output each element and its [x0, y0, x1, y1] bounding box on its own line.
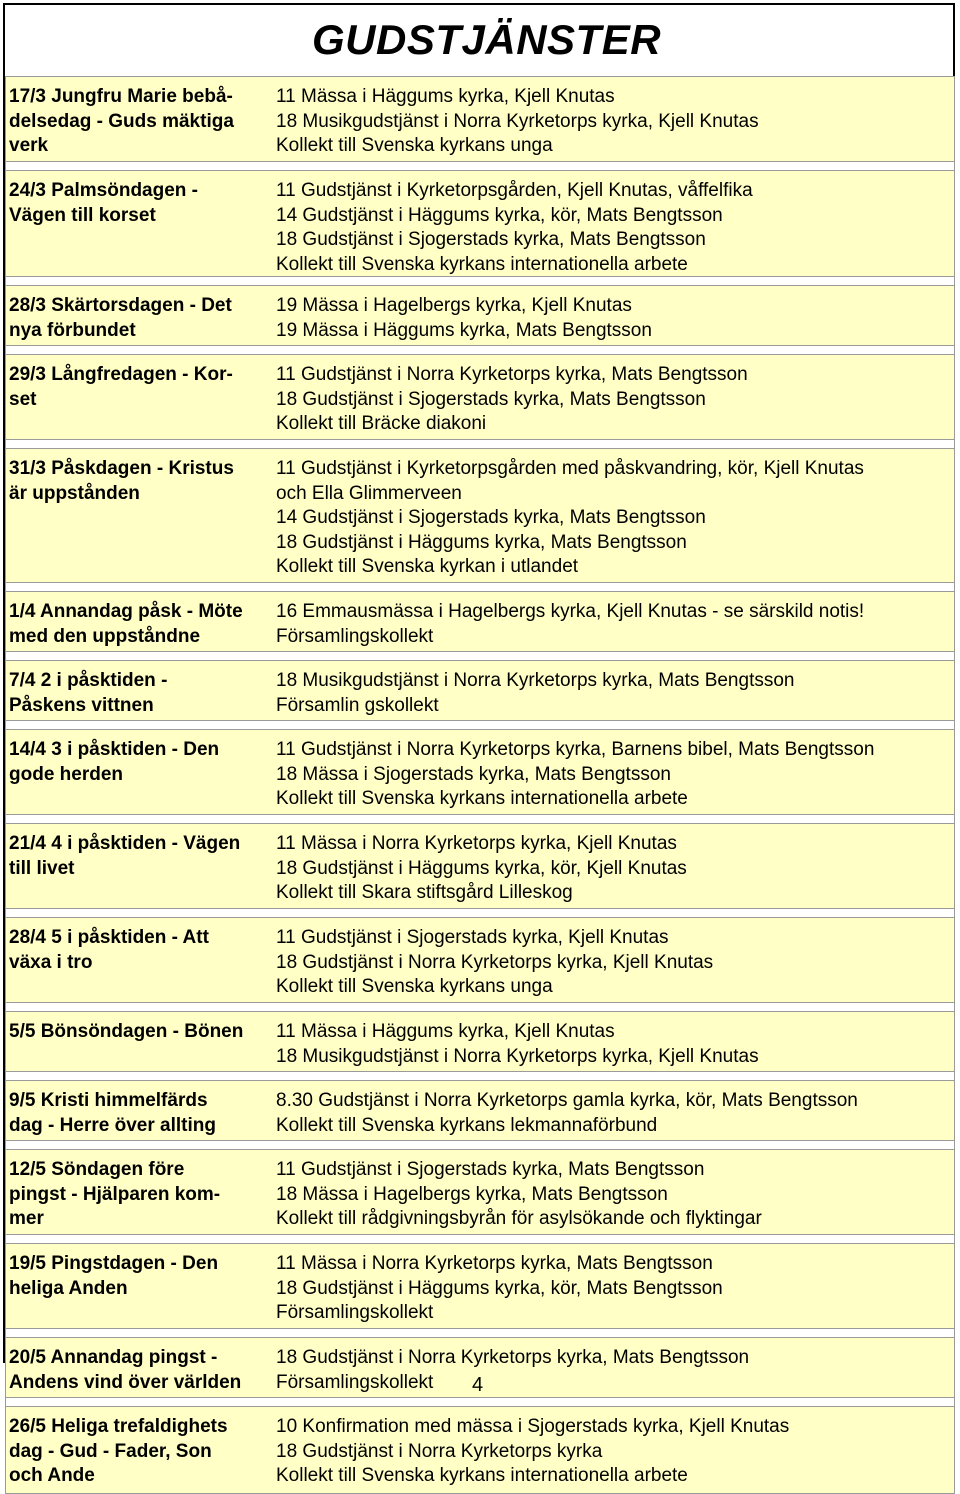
services-cell	[276, 1081, 954, 1140]
service-line: 18 Musikgudstjänst i Norra Kyrketorps kyrka, Kjell Knutas	[276, 110, 759, 132]
services-cell	[276, 1150, 954, 1234]
schedule-row	[5, 1149, 955, 1235]
row-gap	[5, 1329, 955, 1337]
date-line: verk	[9, 135, 49, 156]
service-line: 18 Gudstjänst i Norra Kyrketorps kyrka	[276, 1440, 603, 1462]
page-title: GUDSTJÄNSTER	[312, 16, 662, 63]
service-line: 18 Musikgudstjänst i Norra Kyrketorps kyrka, Kjell Knutas	[276, 1045, 759, 1067]
date-line: växa i tro	[9, 951, 93, 973]
date-line: Andens vind över världen	[9, 1371, 242, 1393]
schedule-row	[5, 76, 955, 162]
service-line: 11 Gudstjänst i Sjogerstads kyrka, Kjell Knutas	[276, 927, 669, 948]
date-occasion-cell	[6, 918, 276, 1002]
date-occasion-cell	[6, 355, 276, 439]
schedule-row	[5, 1406, 955, 1494]
date-occasion-cell	[6, 286, 276, 345]
date-line: 21/4 4 i påsktiden - Vägen	[9, 833, 241, 854]
date-line: Påskens vittnen	[9, 694, 154, 716]
date-occasion-cell	[6, 1150, 276, 1234]
service-line: 14 Gudstjänst i Häggums kyrka, kör, Mats Bengtsson	[276, 204, 723, 226]
schedule-row	[5, 660, 955, 721]
date-line: pingst - Hjälparen kom-	[9, 1183, 221, 1205]
date-occasion-cell	[6, 824, 276, 908]
date-line: 29/3 Långfredagen - Kor-	[9, 364, 233, 385]
schedule-row	[5, 917, 955, 1003]
services-cell	[276, 1407, 954, 1493]
service-line: 18 Gudstjänst i Sjogerstads kyrka, Mats Bengtsson	[276, 388, 706, 410]
service-line: Församlin gskollekt	[276, 694, 439, 716]
service-line: Kollekt till Bräcke diakoni	[276, 413, 487, 434]
service-line: Kollekt till Svenska kyrkan i utlandet	[276, 556, 579, 577]
date-line: 19/5 Pingstdagen - Den	[9, 1253, 219, 1274]
services-cell	[276, 171, 954, 276]
service-line: Kollekt till Svenska kyrkans unga	[276, 135, 553, 156]
date-line: 9/5 Kristi himmelfärds	[9, 1090, 208, 1111]
date-line: 20/5 Annandag pingst -	[9, 1347, 218, 1368]
service-line: 18 Mässa i Hagelbergs kyrka, Mats Bengtsson	[276, 1183, 668, 1205]
date-occasion-cell	[6, 1012, 276, 1071]
schedule-row	[5, 1243, 955, 1329]
row-gap	[5, 277, 955, 285]
service-line: 11 Gudstjänst i Kyrketorpsgården med påskvandring, kör, Kjell Knutas	[276, 458, 864, 479]
services-cell	[276, 355, 954, 439]
service-line: 18 Gudstjänst i Sjogerstads kyrka, Mats Bengtsson	[276, 229, 706, 250]
schedule-row	[5, 823, 955, 909]
date-line: heliga Anden	[9, 1277, 128, 1299]
service-line: Kollekt till Svenska kyrkans lekmannaförbund	[276, 1114, 658, 1136]
service-line: och Ella Glimmerveen	[276, 482, 462, 504]
date-occasion-cell	[6, 661, 276, 720]
date-line: dag - Gud - Fader, Son	[9, 1440, 212, 1462]
date-line: med den uppståndne	[9, 625, 201, 647]
service-line: 14 Gudstjänst i Sjogerstads kyrka, Mats Bengtsson	[276, 507, 706, 528]
service-line: 18 Gudstjänst i Norra Kyrketorps kyrka, Mats Bengtsson	[276, 1347, 750, 1368]
date-line: 24/3 Palmsöndagen -	[9, 180, 199, 201]
row-gap	[5, 583, 955, 591]
date-line: Vägen till korset	[9, 204, 156, 226]
schedule-row	[5, 354, 955, 440]
service-line: 19 Mässa i Häggums kyrka, Mats Bengtsson	[276, 319, 652, 341]
date-occasion-cell	[6, 1338, 276, 1397]
row-gap	[5, 440, 955, 448]
row-gap	[5, 1003, 955, 1011]
page-number: 4	[472, 1374, 484, 1396]
date-line: dag - Herre över allting	[9, 1114, 216, 1136]
date-line: är uppstånden	[9, 482, 140, 504]
service-line: 11 Mässa i Norra Kyrketorps kyrka, Kjell Knutas	[276, 833, 677, 854]
date-line: 12/5 Söndagen före	[9, 1159, 185, 1180]
date-line: 17/3 Jungfru Marie bebå-	[9, 86, 233, 107]
date-line: delsedag - Guds mäktiga	[9, 110, 234, 132]
date-line: 14/4 3 i påsktiden - Den	[9, 739, 220, 760]
services-cell	[276, 592, 954, 651]
row-gap	[5, 1235, 955, 1243]
services-cell	[276, 1012, 954, 1071]
service-line: 10 Konfirmation med mässa i Sjogerstads kyrka, Kjell Knutas	[276, 1416, 790, 1437]
row-gap	[5, 652, 955, 660]
date-occasion-cell	[6, 1244, 276, 1328]
service-line: 18 Musikgudstjänst i Norra Kyrketorps kyrka, Mats Bengtsson	[276, 670, 795, 691]
service-line: 18 Mässa i Sjogerstads kyrka, Mats Bengtsson	[276, 763, 671, 785]
services-cell	[276, 286, 954, 345]
service-line: Församlingskollekt	[276, 1302, 434, 1323]
services-cell	[276, 918, 954, 1002]
row-gap	[5, 346, 955, 354]
schedule-row	[5, 448, 955, 583]
service-schedule-table	[5, 76, 955, 1494]
service-line: Kollekt till rådgivningsbyrån för asylsökande och flyktingar	[276, 1208, 762, 1229]
service-line: 8.30 Gudstjänst i Norra Kyrketorps gamla kyrka, kör, Mats Bengtsson	[276, 1090, 858, 1111]
row-gap	[5, 815, 955, 823]
service-line: 11 Mässa i Häggums kyrka, Kjell Knutas	[276, 1021, 615, 1042]
services-cell	[276, 77, 954, 161]
service-line: 11 Mässa i Norra Kyrketorps kyrka, Mats Bengtsson	[276, 1253, 713, 1274]
date-occasion-cell	[6, 77, 276, 161]
service-line: 18 Gudstjänst i Häggums kyrka, kör, Mats Bengtsson	[276, 1277, 723, 1299]
service-line: 11 Mässa i Häggums kyrka, Kjell Knutas	[276, 86, 615, 107]
service-line: 11 Gudstjänst i Norra Kyrketorps kyrka, Mats Bengtsson	[276, 364, 748, 385]
date-occasion-cell	[6, 449, 276, 582]
date-line: 26/5 Heliga trefaldighets	[9, 1416, 228, 1437]
service-line: 18 Gudstjänst i Norra Kyrketorps kyrka, Kjell Knutas	[276, 951, 714, 973]
date-line: 28/4 5 i påsktiden - Att	[9, 927, 209, 948]
service-line: 19 Mässa i Hagelbergs kyrka, Kjell Knutas	[276, 295, 632, 316]
date-line: set	[9, 388, 37, 410]
date-occasion-cell	[6, 171, 276, 276]
schedule-row	[5, 1011, 955, 1072]
row-gap	[5, 909, 955, 917]
schedule-row	[5, 170, 955, 277]
date-line: 28/3 Skärtorsdagen - Det	[9, 295, 232, 316]
date-line: 7/4 2 i påsktiden -	[9, 670, 168, 691]
date-line: och Ande	[9, 1465, 95, 1486]
service-line: Församlingskollekt	[276, 625, 434, 647]
services-cell	[276, 1244, 954, 1328]
date-line: 1/4 Annandag påsk - Möte	[9, 601, 243, 622]
service-line: Kollekt till Svenska kyrkans internationella arbete	[276, 788, 688, 809]
date-occasion-cell	[6, 592, 276, 651]
row-gap	[5, 721, 955, 729]
services-cell	[276, 1338, 954, 1397]
schedule-row	[5, 729, 955, 815]
services-cell	[276, 730, 954, 814]
service-line: Kollekt till Svenska kyrkans unga	[276, 976, 553, 997]
service-line: 11 Gudstjänst i Norra Kyrketorps kyrka, Barnens bibel, Mats Bengtsson	[276, 739, 875, 760]
date-line: nya förbundet	[9, 319, 136, 341]
date-line: till livet	[9, 857, 75, 879]
service-line: 18 Gudstjänst i Häggums kyrka, Mats Bengtsson	[276, 531, 687, 553]
date-occasion-cell	[6, 1081, 276, 1140]
date-occasion-cell	[6, 730, 276, 814]
date-line: 31/3 Påskdagen - Kristus	[9, 458, 234, 479]
service-line: Församlingskollekt	[276, 1371, 434, 1393]
service-line: Kollekt till Skara stiftsgård Lilleskog	[276, 882, 573, 903]
date-line: gode herden	[9, 763, 124, 785]
row-gap	[5, 1398, 955, 1406]
schedule-row	[5, 591, 955, 652]
services-cell	[276, 661, 954, 720]
date-line: mer	[9, 1208, 44, 1229]
date-occasion-cell	[6, 1407, 276, 1493]
service-line: 16 Emmausmässa i Hagelbergs kyrka, Kjell Knutas - se särskild notis!	[276, 601, 865, 622]
service-line: Kollekt till Svenska kyrkans internationella arbete	[276, 253, 688, 275]
service-line: 11 Gudstjänst i Kyrketorpsgården, Kjell Knutas, våffelfika	[276, 180, 753, 201]
row-gap	[5, 162, 955, 170]
schedule-row	[5, 285, 955, 346]
services-cell	[276, 824, 954, 908]
service-line: Kollekt till Svenska kyrkans internationella arbete	[276, 1465, 688, 1486]
row-gap	[5, 1141, 955, 1149]
service-line: 18 Gudstjänst i Häggums kyrka, kör, Kjell Knutas	[276, 857, 687, 879]
date-line: 5/5 Bönsöndagen - Bönen	[9, 1021, 244, 1042]
schedule-row	[5, 1080, 955, 1141]
service-line: 11 Gudstjänst i Sjogerstads kyrka, Mats Bengtsson	[276, 1159, 705, 1180]
row-gap	[5, 1072, 955, 1080]
services-cell	[276, 449, 954, 582]
